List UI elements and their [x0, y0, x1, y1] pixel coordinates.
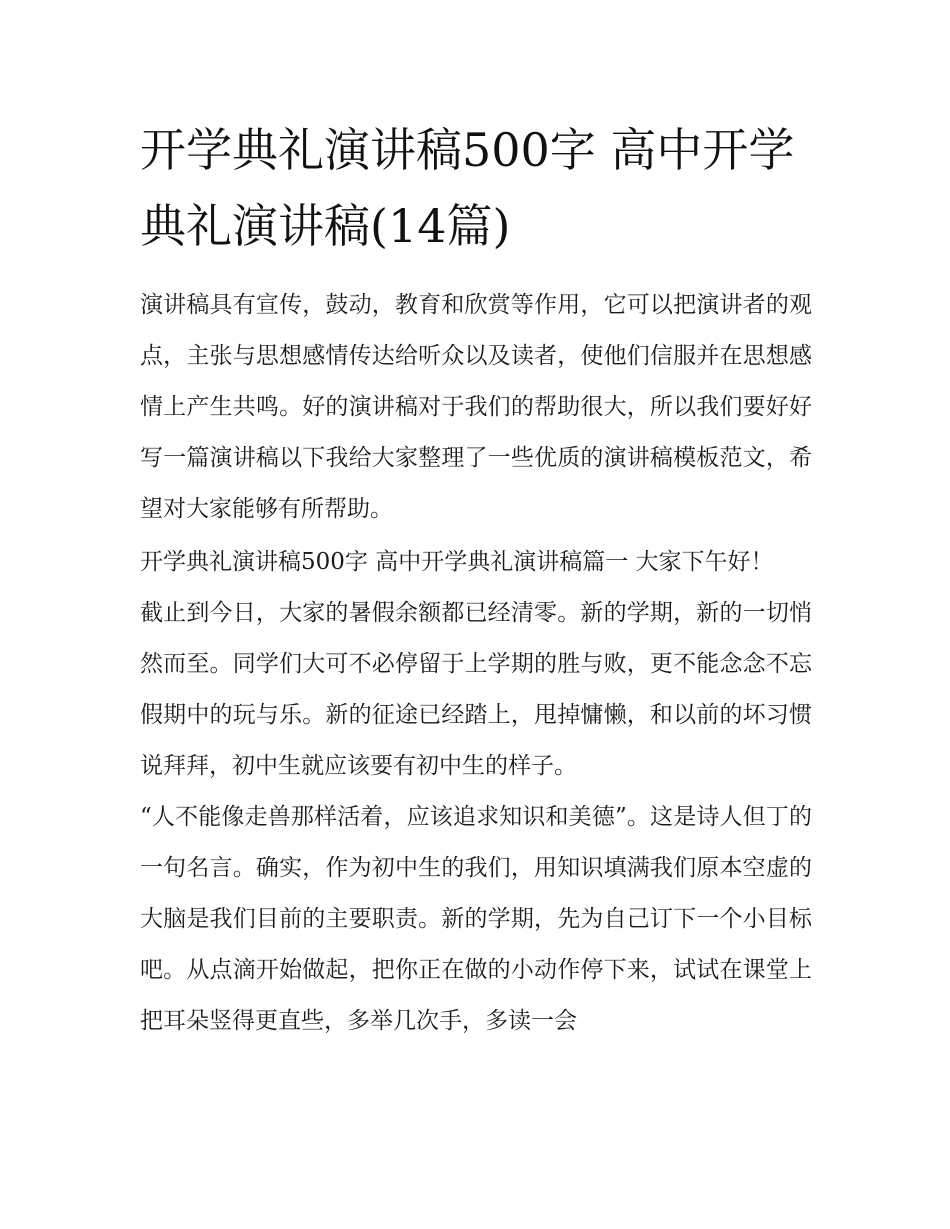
section-heading: 开学典礼演讲稿500字 高中开学典礼演讲稿篇一 大家下午好！: [140, 549, 774, 575]
document-content: [140, 112, 812, 1047]
intro-paragraph: 演讲稿具有宣传，鼓动，教育和欣赏等作用，它可以把演讲者的观点，主张与思想感情传达给听众以及读者，使他们信服并在思想感情上产生共鸣。好的演讲稿对于我们的帮助很大，所以我们要好好写一篇演讲稿以下我给大家整理了一些优质的演讲稿模板范文，希望对大家能够有所帮助。: [140, 292, 812, 522]
body-paragraph: “人不能像走兽那样活着，应该追求知识和美德”。这是诗人但丁的一句名言。确实，作为初中生的我们，用知识填满我们原本空虚的大脑是我们目前的主要职责。新的学期，先为自己订下一个小目标吧。从点滴开始做起，把你正在做的小动作停下来，试试在课堂上把耳朵竖得更直些，多举几次手，多读一会: [140, 804, 812, 1034]
body-paragraph: 截止到今日，大家的暑假余额都已经清零。新的学期，新的一切悄然而至。同学们大可不必停留于上学期的胜与败，更不能念念不忘假期中的玩与乐。新的征途已经踏上，甩掉慵懒，和以前的坏习惯说拜拜，初中生就应该要有初中生的样子。: [140, 600, 812, 779]
document-title: 开学典礼演讲稿500字 高中开学典礼演讲稿(14篇): [140, 123, 795, 253]
